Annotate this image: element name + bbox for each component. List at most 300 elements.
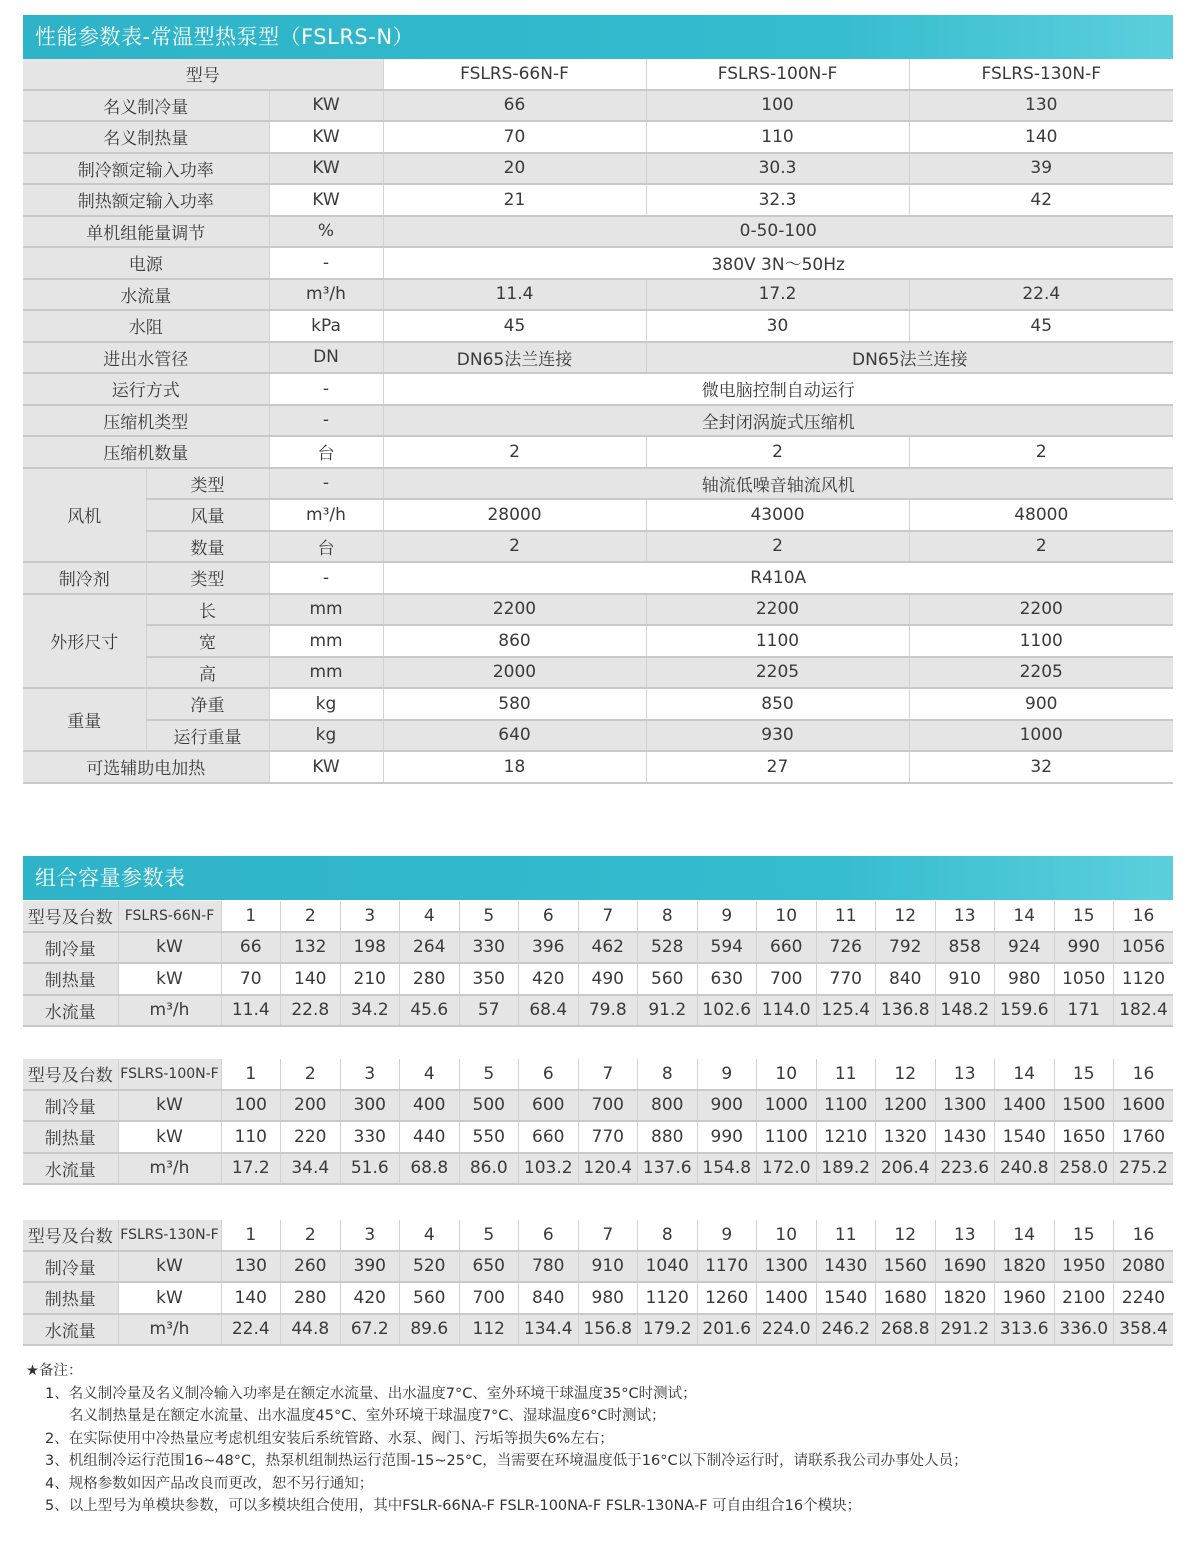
- value-cell: 2200: [909, 594, 1173, 626]
- unit-cell: kW: [118, 1251, 221, 1283]
- row-label: 水阻: [23, 310, 269, 342]
- row-label: 制热量: [23, 1121, 118, 1153]
- value-cell: 2000: [383, 657, 646, 689]
- value-cell: 57: [459, 995, 519, 1027]
- unit-count: 2: [281, 1220, 341, 1251]
- row-label: 压缩机数量: [23, 436, 269, 468]
- header-label: 型号及台数: [23, 901, 118, 932]
- value-cell: 990: [1054, 932, 1114, 964]
- value-cell: 258.0: [1054, 1153, 1114, 1185]
- unit-cell: 台: [269, 531, 383, 563]
- table-row: [23, 436, 1173, 468]
- value-cell: 2: [383, 436, 646, 468]
- unit-cell: KW: [269, 90, 383, 122]
- row-label: 运行方式: [23, 373, 269, 405]
- row-label: 水流量: [23, 995, 118, 1027]
- value-cell: 640: [383, 720, 646, 752]
- row-label: 单机组能量调节: [23, 216, 269, 248]
- table-row: [23, 932, 1173, 964]
- value-cell: 172.0: [757, 1153, 817, 1185]
- row-label: 电源: [23, 247, 269, 279]
- value-cell: 1430: [935, 1121, 995, 1153]
- unit-count: 10: [757, 1059, 817, 1090]
- group-label: 重量: [23, 688, 146, 751]
- value-cell: 880: [638, 1121, 698, 1153]
- value-cell: 1210: [816, 1121, 876, 1153]
- value-cell: 1960: [995, 1282, 1055, 1314]
- unit-cell: kW: [118, 1121, 221, 1153]
- value-cell: 1040: [638, 1251, 698, 1283]
- unit-count: 1: [221, 1059, 281, 1090]
- unit-count: 6: [519, 1059, 579, 1090]
- value-cell: 594: [697, 932, 757, 964]
- value-cell: 1000: [909, 720, 1173, 752]
- value-cell: 1650: [1054, 1121, 1114, 1153]
- unit-cell: m³/h: [118, 1153, 221, 1185]
- table-row: [23, 995, 1173, 1027]
- value-cell: 1820: [935, 1282, 995, 1314]
- value-cell: 182.4: [1114, 995, 1174, 1027]
- table-row: [23, 1251, 1173, 1283]
- value-cell: 154.8: [697, 1153, 757, 1185]
- value-cell: 2200: [646, 594, 909, 626]
- unit-count: 9: [697, 901, 757, 932]
- value-cell: 490: [578, 963, 638, 995]
- value-cell: 1170: [697, 1251, 757, 1283]
- value-cell: 930: [646, 720, 909, 752]
- value-cell: 全封闭涡旋式压缩机: [383, 405, 1173, 437]
- unit-count: 10: [757, 1220, 817, 1251]
- value-cell: 2200: [383, 594, 646, 626]
- value-cell: 770: [578, 1121, 638, 1153]
- value-cell: 39: [909, 153, 1173, 185]
- unit-cell: mm: [269, 625, 383, 657]
- unit-count: 8: [638, 901, 698, 932]
- value-cell: 264: [400, 932, 460, 964]
- table-row: [23, 310, 1173, 342]
- table-row: [23, 531, 1173, 563]
- row-label: 压缩机类型: [23, 405, 269, 437]
- value-cell: 396: [519, 932, 579, 964]
- row-label: 制冷量: [23, 1251, 118, 1283]
- value-cell: 156.8: [578, 1314, 638, 1346]
- unit-count: 3: [340, 1059, 400, 1090]
- value-cell: 1760: [1114, 1121, 1174, 1153]
- value-cell: 51.6: [340, 1153, 400, 1185]
- value-cell: 1300: [935, 1090, 995, 1122]
- unit-count: 5: [459, 901, 519, 932]
- perf-table-title: 性能参数表-常温型热泵型（FSLRS-N）: [23, 15, 1173, 59]
- unit-cell: KW: [269, 751, 383, 783]
- value-cell: 1400: [995, 1090, 1055, 1122]
- value-cell: 1260: [697, 1282, 757, 1314]
- note-line: 3、机组制冷运行范围16~48°C，热泵机组制热运行范围-15~25°C，当需要在环境温度低于16°C以下制冷运行时，请联系我公司办事处人员；: [45, 1453, 968, 1469]
- value-cell: 189.2: [816, 1153, 876, 1185]
- value-cell: 2: [909, 531, 1173, 563]
- unit-cell: -: [269, 468, 383, 500]
- value-cell: 1200: [876, 1090, 936, 1122]
- unit-count: 14: [995, 1059, 1055, 1090]
- unit-count: 8: [638, 1059, 698, 1090]
- table-row: [23, 499, 1173, 531]
- table-row: [23, 594, 1173, 626]
- unit-count: 9: [697, 1220, 757, 1251]
- table-row: [23, 247, 1173, 279]
- value-cell: 2080: [1114, 1251, 1174, 1283]
- value-cell: 910: [935, 963, 995, 995]
- unit-cell: kW: [118, 932, 221, 964]
- note-line: 2、在实际使用中冷热量应考虑机组安装后系统管路、水泵、阀门、污垢等损失6%左右；: [45, 1430, 614, 1447]
- value-cell: 1050: [1054, 963, 1114, 995]
- table-row: [23, 963, 1173, 995]
- value-cell: 380V 3N～50Hz: [383, 247, 1173, 279]
- row-label: 进出水管径: [23, 342, 269, 374]
- value-cell: 轴流低噪音轴流风机: [383, 468, 1173, 500]
- unit-count: 10: [757, 901, 817, 932]
- unit-count: 7: [578, 1059, 638, 1090]
- value-cell: 900: [909, 688, 1173, 720]
- value-cell: 89.6: [400, 1314, 460, 1346]
- value-cell: 268.8: [876, 1314, 936, 1346]
- value-cell: 11.4: [221, 995, 281, 1027]
- combo-table-title: 组合容量参数表: [23, 856, 1173, 900]
- value-cell: 275.2: [1114, 1153, 1174, 1185]
- value-cell: 280: [400, 963, 460, 995]
- unit-count: 13: [935, 1220, 995, 1251]
- value-cell: 1950: [1054, 1251, 1114, 1283]
- row-label: 水流量: [23, 1153, 118, 1185]
- table-row: [23, 1059, 1173, 1090]
- value-cell: 528: [638, 932, 698, 964]
- value-cell: DN65法兰连接: [383, 342, 646, 374]
- table-row: [23, 1121, 1173, 1153]
- value-cell: 2: [383, 531, 646, 563]
- row-label: 长: [146, 594, 269, 626]
- value-cell: 103.2: [519, 1153, 579, 1185]
- value-cell: 1120: [638, 1282, 698, 1314]
- value-cell: 2: [646, 531, 909, 563]
- value-cell: 1680: [876, 1282, 936, 1314]
- value-cell: 2240: [1114, 1282, 1174, 1314]
- value-cell: 148.2: [935, 995, 995, 1027]
- value-cell: 1100: [646, 625, 909, 657]
- value-cell: 220: [281, 1121, 341, 1153]
- table-row: [23, 90, 1173, 122]
- row-label: 制冷量: [23, 932, 118, 964]
- value-cell: 32: [909, 751, 1173, 783]
- value-cell: 300: [340, 1090, 400, 1122]
- group-label: 外形尺寸: [23, 594, 146, 689]
- unit-count: 7: [578, 901, 638, 932]
- note-line: 1、名义制冷量及名义制冷输入功率是在额定水流量、出水温度7°C、室外环境干球温度35°C时测试；: [45, 1385, 697, 1402]
- unit-cell: KW: [269, 153, 383, 185]
- value-cell: 130: [221, 1251, 281, 1283]
- value-cell: 700: [757, 963, 817, 995]
- model-name: FSLRS-100N-F: [118, 1059, 221, 1090]
- value-cell: 440: [400, 1121, 460, 1153]
- value-cell: 2: [909, 436, 1173, 468]
- table-row: [23, 1314, 1173, 1346]
- value-cell: 1540: [816, 1282, 876, 1314]
- table-row: [23, 562, 1173, 594]
- table-row: [23, 184, 1173, 216]
- unit-count: 6: [519, 1220, 579, 1251]
- table-row: [23, 153, 1173, 185]
- value-cell: 32.3: [646, 184, 909, 216]
- value-cell: 660: [757, 932, 817, 964]
- value-cell: 500: [459, 1090, 519, 1122]
- unit-cell: m³/h: [118, 995, 221, 1027]
- unit-cell: -: [269, 373, 383, 405]
- value-cell: 1120: [1114, 963, 1174, 995]
- value-cell: 34.4: [281, 1153, 341, 1185]
- row-label: 可选辅助电加热: [23, 751, 269, 783]
- value-cell: 520: [400, 1251, 460, 1283]
- value-cell: 780: [519, 1251, 579, 1283]
- unit-cell: m³/h: [269, 279, 383, 311]
- value-cell: 246.2: [816, 1314, 876, 1346]
- value-cell: 17.2: [221, 1153, 281, 1185]
- unit-cell: -: [269, 247, 383, 279]
- row-label: 宽: [146, 625, 269, 657]
- value-cell: 45: [909, 310, 1173, 342]
- unit-count: 6: [519, 901, 579, 932]
- value-cell: 28000: [383, 499, 646, 531]
- value-cell: 2: [646, 436, 909, 468]
- table-row: [23, 657, 1173, 689]
- unit-cell: kW: [118, 1282, 221, 1314]
- value-cell: 17.2: [646, 279, 909, 311]
- unit-cell: DN: [269, 342, 383, 374]
- table-row: [23, 405, 1173, 437]
- value-cell: 330: [459, 932, 519, 964]
- row-label: 风量: [146, 499, 269, 531]
- unit-count: 13: [935, 1059, 995, 1090]
- value-cell: 1056: [1114, 932, 1174, 964]
- table-row: [23, 1220, 1173, 1251]
- unit-cell: kW: [118, 1090, 221, 1122]
- value-cell: 0-50-100: [383, 216, 1173, 248]
- unit-count: 9: [697, 1059, 757, 1090]
- value-cell: 70: [383, 121, 646, 153]
- unit-cell: m³/h: [269, 499, 383, 531]
- unit-cell: mm: [269, 657, 383, 689]
- value-cell: 22.4: [909, 279, 1173, 311]
- value-cell: 770: [816, 963, 876, 995]
- unit-count: 16: [1114, 1220, 1174, 1251]
- value-cell: 206.4: [876, 1153, 936, 1185]
- value-cell: 840: [519, 1282, 579, 1314]
- value-cell: 18: [383, 751, 646, 783]
- value-cell: 100: [646, 90, 909, 122]
- unit-cell: kW: [118, 963, 221, 995]
- value-cell: 336.0: [1054, 1314, 1114, 1346]
- group-label: 制冷剂: [23, 562, 146, 594]
- value-cell: 1000: [757, 1090, 817, 1122]
- value-cell: 45.6: [400, 995, 460, 1027]
- value-cell: 22.4: [221, 1314, 281, 1346]
- value-cell: 48000: [909, 499, 1173, 531]
- value-cell: 210: [340, 963, 400, 995]
- value-cell: 70: [221, 963, 281, 995]
- row-label: 名义制冷量: [23, 90, 269, 122]
- unit-count: 14: [995, 901, 1055, 932]
- value-cell: 1100: [816, 1090, 876, 1122]
- row-label: 类型: [146, 562, 269, 594]
- value-cell: 1540: [995, 1121, 1055, 1153]
- unit-cell: -: [269, 405, 383, 437]
- value-cell: 1320: [876, 1121, 936, 1153]
- value-cell: 924: [995, 932, 1055, 964]
- table-row: [23, 59, 1173, 90]
- unit-count: 2: [281, 1059, 341, 1090]
- value-cell: 140: [221, 1282, 281, 1314]
- row-label: 数量: [146, 531, 269, 563]
- model-name: FSLRS-66N-F: [118, 901, 221, 932]
- value-cell: 850: [646, 688, 909, 720]
- value-cell: 560: [400, 1282, 460, 1314]
- value-cell: 1560: [876, 1251, 936, 1283]
- table-row: [23, 751, 1173, 783]
- row-label: 名义制热量: [23, 121, 269, 153]
- value-cell: 1100: [909, 625, 1173, 657]
- value-cell: 980: [995, 963, 1055, 995]
- value-cell: 1600: [1114, 1090, 1174, 1122]
- value-cell: 67.2: [340, 1314, 400, 1346]
- value-cell: 1430: [816, 1251, 876, 1283]
- unit-count: 4: [400, 901, 460, 932]
- unit-count: 8: [638, 1220, 698, 1251]
- unit-cell: kg: [269, 688, 383, 720]
- value-cell: 990: [697, 1121, 757, 1153]
- model-label: 型号: [23, 59, 383, 90]
- table-row: [23, 688, 1173, 720]
- table-row: [23, 1090, 1173, 1122]
- value-cell: 280: [281, 1282, 341, 1314]
- value-cell: 240.8: [995, 1153, 1055, 1185]
- value-cell: 34.2: [340, 995, 400, 1027]
- value-cell: 291.2: [935, 1314, 995, 1346]
- value-cell: 630: [697, 963, 757, 995]
- value-cell: 21: [383, 184, 646, 216]
- value-cell: 140: [281, 963, 341, 995]
- value-cell: 100: [221, 1090, 281, 1122]
- value-cell: 125.4: [816, 995, 876, 1027]
- value-cell: 550: [459, 1121, 519, 1153]
- value-cell: 1690: [935, 1251, 995, 1283]
- performance-table: [23, 59, 1173, 784]
- value-cell: 330: [340, 1121, 400, 1153]
- unit-count: 12: [876, 1059, 936, 1090]
- row-label: 制冷量: [23, 1090, 118, 1122]
- value-cell: 313.6: [995, 1314, 1055, 1346]
- unit-cell: -: [269, 562, 383, 594]
- value-cell: 112: [459, 1314, 519, 1346]
- value-cell: 390: [340, 1251, 400, 1283]
- value-cell: 179.2: [638, 1314, 698, 1346]
- value-cell: R410A: [383, 562, 1173, 594]
- value-cell: 224.0: [757, 1314, 817, 1346]
- table-row: [23, 279, 1173, 311]
- value-cell: 134.4: [519, 1314, 579, 1346]
- unit-cell: mm: [269, 594, 383, 626]
- combo-table-66: [23, 901, 1173, 1027]
- value-cell: 260: [281, 1251, 341, 1283]
- value-cell: 66: [221, 932, 281, 964]
- value-cell: 198: [340, 932, 400, 964]
- value-cell: 650: [459, 1251, 519, 1283]
- unit-count: 5: [459, 1220, 519, 1251]
- value-cell: 114.0: [757, 995, 817, 1027]
- notes-title: ★备注：: [26, 1363, 83, 1379]
- table-row: [23, 373, 1173, 405]
- value-cell: 120.4: [578, 1153, 638, 1185]
- unit-cell: kg: [269, 720, 383, 752]
- value-cell: 580: [383, 688, 646, 720]
- value-cell: 42: [909, 184, 1173, 216]
- table-row: [23, 720, 1173, 752]
- unit-count: 3: [340, 901, 400, 932]
- model-name: FSLRS-130N-F: [909, 59, 1173, 90]
- value-cell: 792: [876, 932, 936, 964]
- table-row: [23, 468, 1173, 500]
- value-cell: 68.8: [400, 1153, 460, 1185]
- unit-count: 13: [935, 901, 995, 932]
- unit-count: 1: [221, 1220, 281, 1251]
- value-cell: 44.8: [281, 1314, 341, 1346]
- unit-count: 12: [876, 901, 936, 932]
- row-label: 类型: [146, 468, 269, 500]
- row-label: 运行重量: [146, 720, 269, 752]
- value-cell: 2205: [646, 657, 909, 689]
- unit-cell: 台: [269, 436, 383, 468]
- value-cell: 43000: [646, 499, 909, 531]
- table-row: [23, 121, 1173, 153]
- unit-count: 15: [1054, 901, 1114, 932]
- value-cell: 980: [578, 1282, 638, 1314]
- value-cell: 560: [638, 963, 698, 995]
- value-cell: 11.4: [383, 279, 646, 311]
- header-label: 型号及台数: [23, 1059, 118, 1090]
- value-cell: 420: [519, 963, 579, 995]
- unit-count: 7: [578, 1220, 638, 1251]
- value-cell: 159.6: [995, 995, 1055, 1027]
- notes-block: [26, 1360, 968, 1518]
- table-row: [23, 342, 1173, 374]
- unit-count: 2: [281, 901, 341, 932]
- unit-count: 16: [1114, 1059, 1174, 1090]
- value-cell: 900: [697, 1090, 757, 1122]
- unit-count: 5: [459, 1059, 519, 1090]
- value-cell: 27: [646, 751, 909, 783]
- row-label: 制热额定输入功率: [23, 184, 269, 216]
- value-cell: 79.8: [578, 995, 638, 1027]
- group-label: 风机: [23, 468, 146, 563]
- value-cell: 30.3: [646, 153, 909, 185]
- value-cell: 微电脑控制自动运行: [383, 373, 1173, 405]
- model-name: FSLRS-66N-F: [383, 59, 646, 90]
- value-cell: 1820: [995, 1251, 1055, 1283]
- note-line: 名义制热量是在额定水流量、出水温度45°C、室外环境干球温度7°C、湿球温度6°C时测试；: [69, 1408, 666, 1424]
- value-cell: 137.6: [638, 1153, 698, 1185]
- table-row: [23, 1282, 1173, 1314]
- note-line: 4、规格参数如因产品改良而更改，恕不另行通知；: [45, 1475, 374, 1492]
- value-cell: 22.8: [281, 995, 341, 1027]
- value-cell: 860: [383, 625, 646, 657]
- value-cell: 660: [519, 1121, 579, 1153]
- value-cell: 110: [646, 121, 909, 153]
- row-label: 水流量: [23, 279, 269, 311]
